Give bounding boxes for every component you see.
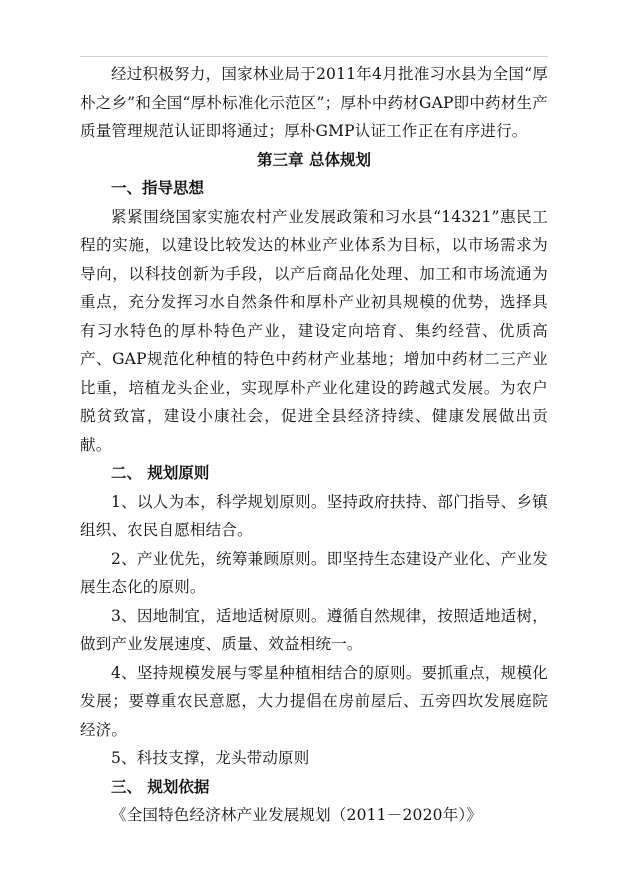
intro-paragraph: 经过积极努力，国家林业局于2011年4月批准习水县为全国“厚朴之乡”和全国“厚朴标准化示范区”；厚朴中药材GAP即中药材生产质量管理规范认证即将通过；厚朴GMP认证工作正在有序进行。 — [80, 65, 548, 140]
section-heading-planning-basis: 三、 规划依据 — [111, 777, 210, 796]
principle-paragraph: 3、因地制宜，适地适树原则。遵循自然规律，按照适地适树，做到产业发展速度、质量、效益相统一。 — [80, 606, 548, 653]
chapter-title: 第三章 总体规划 — [257, 150, 371, 169]
section-heading-planning-principles: 二、 规划原则 — [111, 464, 210, 482]
guiding-ideology-paragraph: 紧紧围绕国家实施农村产业发展政策和习水县“14321”惠民工程的实施，以建设比较发达的林业产业体系为目标，以市场需求为导向，以科技创新为手段，以产后商品化处理、加工和市场流通为重点，充分发挥习水自然条件和厚朴产业初具规模的优势，选择具有习水特色的厚朴特色产业，建设定向培育、集约经营、优质高产、GAP规范化种植的特色中药材产业基地；增加中药材二三产业比重，培植龙头企业，实现厚朴产业化建设的跨越式发展。为农户脱贫致富，建设小康社会，促进全县经济持续、健康发展做出贡献。 — [80, 207, 548, 454]
principle-paragraph: 1、以人为本，科学规划原则。坚持政府扶持、部门指导、乡镇组织、农民自愿相结合。 — [80, 492, 548, 539]
section-heading-guiding-ideology: 一、指导思想 — [111, 179, 205, 197]
principle-paragraph: 4、坚持规模发展与零星种植相结合的原则。要抓重点，规模化发展；要尊重农民意愿，大力提倡在房前屋后、五旁四坎发展庭院经济。 — [80, 663, 548, 739]
planning-basis-paragraph: 《全国特色经济林产业发展规划（2011－2020年）》 — [111, 806, 483, 824]
document-body — [80, 60, 548, 830]
principle-paragraph: 5、科技支撑，龙头带动原则 — [111, 749, 310, 767]
header-rule — [80, 56, 548, 57]
principle-paragraph: 2、产业优先，统筹兼顾原则。即坚持生态建设产业化、产业发展生态化的原则。 — [80, 549, 548, 596]
